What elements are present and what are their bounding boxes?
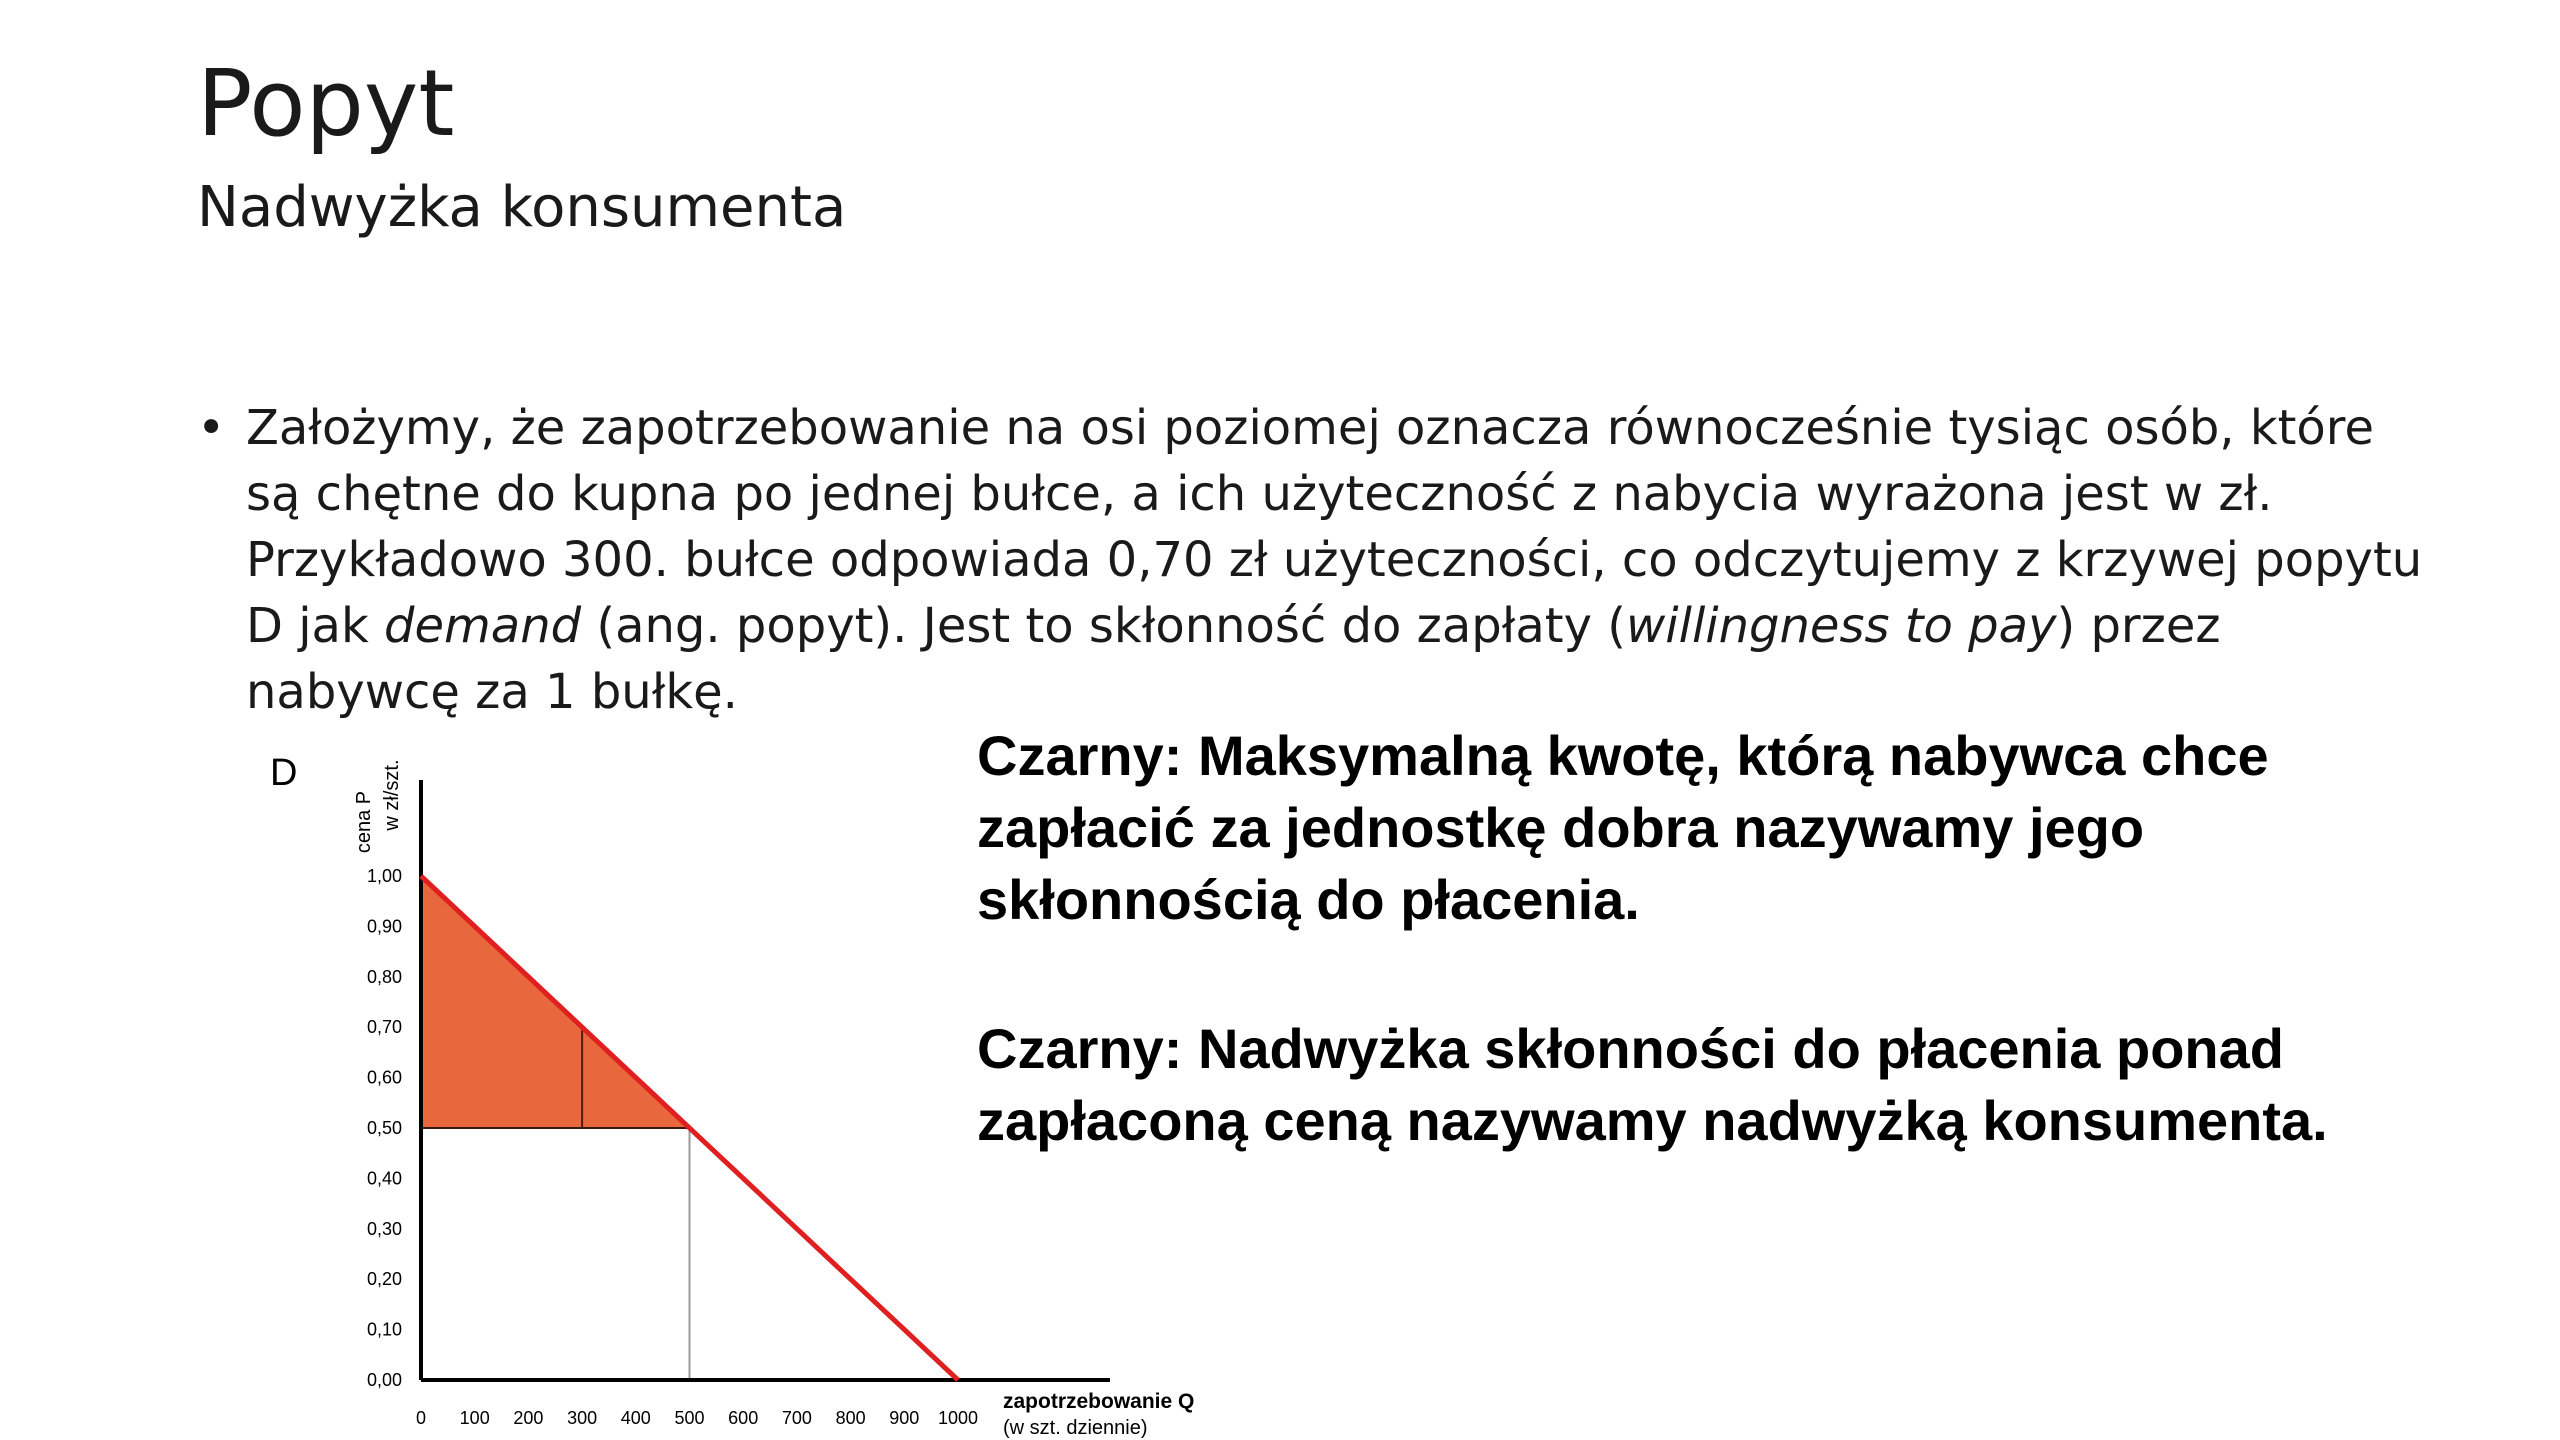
x-tick-label: 100 [459,1408,490,1428]
slide-subtitle: Nadwyżka konsumenta [197,175,847,240]
bullet-marker: • [197,400,226,456]
y-axis-title-line1: cena P [353,790,375,854]
bullet-text-part-2: (ang. popyt). Jest to skłonność do zapłaty ( [581,598,1627,654]
y-tick-label: 1,00 [366,866,402,886]
y-tick-label: 0,60 [366,1067,402,1088]
y-tick-label: 0,20 [366,1269,402,1290]
x-tick-label: 1000 [937,1408,979,1428]
x-tick-label: 400 [620,1408,651,1428]
y-tick-label: 0,50 [366,1118,402,1138]
y-axis-title-line2: w zł/szt. [381,759,403,831]
y-tick-label: 0,90 [366,916,402,937]
x-tick-label: 900 [889,1408,920,1428]
bullet-text-part-3: ) przez nabywcę za 1 bułkę. [246,598,2221,720]
y-tick-label: 0,40 [366,1168,402,1189]
x-tick-label: 500 [674,1408,705,1428]
x-tick-label: 200 [513,1408,544,1428]
callout-willingness-to-pay: Czarny: Maksymalną kwotę, którą nabywca chce zapłacić za jednostkę dobra nazywamy jego skłonnością do płacenia. [977,724,2269,931]
x-tick-label: 600 [728,1408,759,1428]
callout-consumer-surplus: Czarny: Nadwyżka skłonności do płacenia ponad zapłaconą ceną nazywamy nadwyżką konsumenta. [977,1017,2328,1152]
y-tick-label: 0,00 [366,1370,402,1390]
x-axis-title-line2: (w szt. dziennie) [1003,1417,1148,1439]
bullet-italic-demand: demand [384,598,582,654]
x-tick-label: 800 [835,1408,866,1428]
x-axis-title-line1: zapotrzebowanie Q [1003,1390,1195,1413]
slide-title: Popyt [197,50,455,157]
x-tick-label: 300 [567,1408,598,1428]
y-tick-label: 0,10 [366,1319,402,1340]
x-tick-label: 700 [781,1408,812,1428]
y-tick-label: 0,70 [366,1017,402,1038]
x-tick-label: 0 [415,1408,427,1428]
y-tick-label: 0,30 [366,1218,402,1239]
bullet-italic-willingness: willingness to pay [1626,598,2057,654]
curve-label: D [270,752,298,794]
y-tick-label: 0,80 [366,966,402,987]
bullet-text-part-1: Założymy, że zapotrzebowanie na osi poziomej oznacza równocześnie tysiąc osób, które są chętne do kupna po jednej bułce, a ich użyteczność z nabycia wyrażona jest w zł. Przykładowo 300. bułce odpowiada 0,70 zł użyteczności, co odczytujemy z krzywej popytu D jak [246,400,2423,654]
